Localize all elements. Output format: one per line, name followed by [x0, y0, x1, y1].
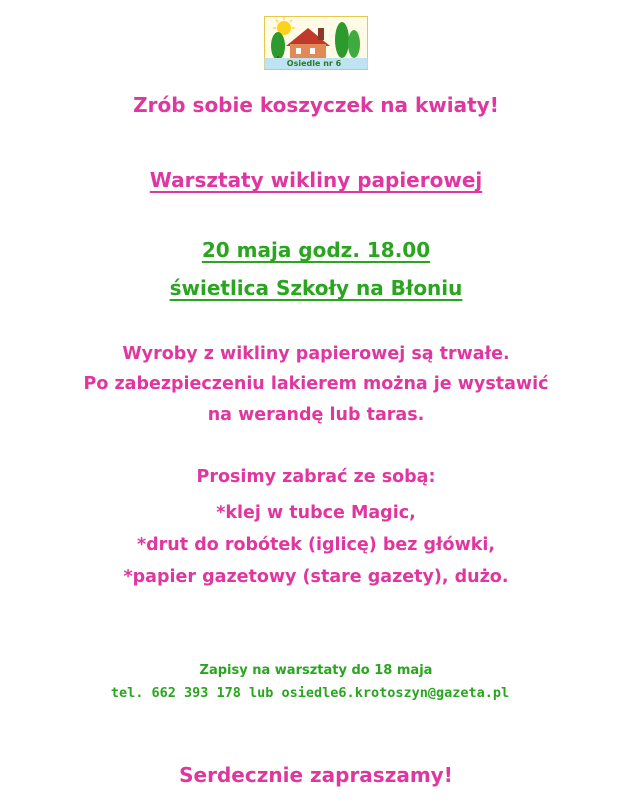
- date-text: 20 maja godz. 18.00: [201, 238, 431, 262]
- place-line: [0, 276, 632, 300]
- subtitle: [0, 168, 632, 192]
- place-text: świetlica Szkoły na Błoniu: [169, 276, 463, 300]
- signup-text: Zapisy na warsztaty do 18 maja: [199, 663, 433, 678]
- description-line-3: na werandę lub taras.: [207, 405, 425, 425]
- closing-text: Serdecznie zapraszamy!: [179, 763, 453, 787]
- bring-item: *papier gazetowy (stare gazety), dużo.: [123, 567, 509, 587]
- bring-item: *drut do robótek (iglicę) bez główki,: [136, 535, 496, 555]
- subtitle-text: Warsztaty wikliny papierowej: [149, 168, 483, 192]
- description-line-1: Wyroby z wikliny papierowej są trwałe.: [122, 344, 510, 364]
- headline: Zrób sobie koszyczek na kwiaty!: [133, 93, 499, 117]
- description-line-2: Po zabezpieczeniu lakierem można je wystawić: [83, 374, 549, 394]
- bring-heading: Prosimy zabrać ze sobą:: [196, 467, 436, 487]
- osiedle-logo: [264, 16, 368, 70]
- contact-info: tel. 662 393 178 lub osiedle6.krotoszyn@gazeta.pl: [110, 685, 510, 701]
- bring-item: *klej w tubce Magic,: [216, 503, 416, 523]
- logo-text: Osiedle nr 6: [286, 59, 342, 68]
- date-line: [0, 238, 632, 262]
